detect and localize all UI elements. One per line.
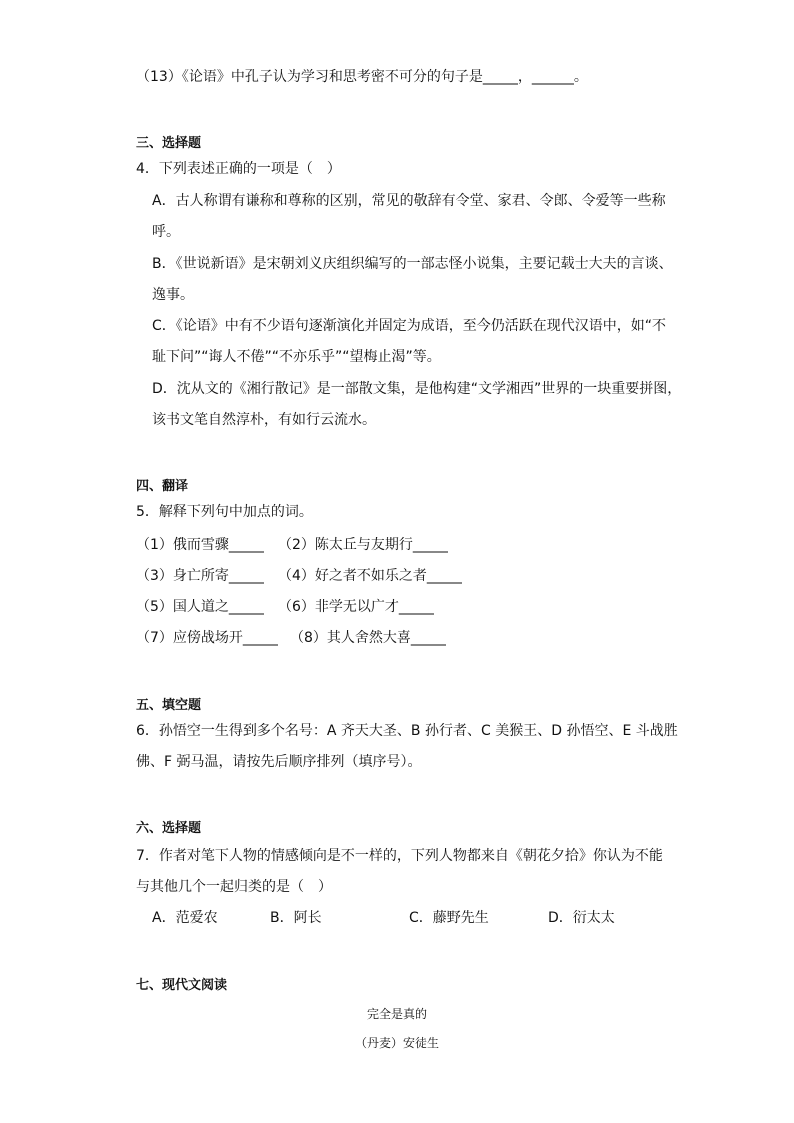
- section-5-heading: 五、填空题: [136, 698, 202, 713]
- option-b-line-1: B．《世说新语》是宋朝刘义庆组织编写的一部志怪小说集，主要记载士大夫的言谈、: [152, 256, 673, 272]
- option-d-line-1: D．沈从文的《湘行散记》是一部散文集，是他构建“文学湘西”世界的一块重要拼图，: [152, 381, 682, 397]
- article-author: （丹麦）安徒生: [354, 1036, 439, 1050]
- section-4-heading: 四、翻译: [136, 479, 189, 494]
- translate-item-4: （4）好之者不如乐之者_____: [278, 568, 462, 584]
- option-c-line-1: C．《论语》中有不少语句逐渐演化并固定为成语，至今仍活跃在现代汉语中，如“不: [152, 318, 667, 334]
- option-c-line-2: 耻下问”“诲人不倦”“不亦乐乎”“望梅止渴”等。: [152, 349, 441, 365]
- option-b-line-2: 逸事。: [152, 287, 194, 303]
- question-7-line-2: 与其他几个一起归类的是（ ）: [136, 879, 332, 895]
- translate-item-5: （5）国人道之_____: [136, 599, 264, 615]
- option-a-line-2: 呼。: [152, 224, 180, 240]
- question-4: 4．下列表述正确的一项是（ ）: [136, 161, 341, 177]
- translate-item-8: （8）其人舍然大喜_____: [290, 630, 446, 646]
- question-7-option-b: B．阿长: [270, 910, 322, 926]
- question-7-line-1: 7．作者对笔下人物的情感倾向是不一样的，下列人物都来自《朝花夕拾》你认为不能: [136, 848, 663, 864]
- article-title: 完全是真的: [366, 1007, 427, 1021]
- translate-item-2: （2）陈太丘与友期行_____: [278, 537, 448, 553]
- translate-item-6: （6）非学无以广才_____: [278, 599, 434, 615]
- question-6-line-2: 佛、F 弼马温，请按先后顺序排列（填序号）。: [136, 754, 422, 770]
- question-13: （13）《论语》中孔子认为学习和思考密不可分的句子是_____，______。: [136, 69, 588, 85]
- translate-item-1: （1）俄而雪骤_____: [136, 537, 264, 553]
- question-6-line-1: 6．孙悟空一生得到多个名号：A 齐天大圣、B 孙行者、C 美猴王、D 孙悟空、E 斗战胜: [136, 723, 678, 739]
- question-7-option-a: A．范爱农: [152, 910, 218, 926]
- question-7-option-c: C．藤野先生: [409, 910, 489, 926]
- translate-item-7: （7）应傍战场开_____: [136, 630, 278, 646]
- option-a-line-1: A．古人称谓有谦称和尊称的区别，常见的敬辞有令堂、家君、令郎、令爱等一些称: [152, 193, 666, 209]
- translate-item-3: （3）身亡所寄_____: [136, 568, 264, 584]
- section-3-heading: 三、选择题: [136, 136, 202, 151]
- section-7-heading: 七、现代文阅读: [136, 978, 228, 993]
- section-6-heading: 六、选择题: [136, 821, 202, 836]
- question-5: 5．解释下列句中加点的词。: [136, 504, 313, 520]
- option-d-line-2: 该书文笔自然淳朴，有如行云流水。: [152, 412, 376, 428]
- question-7-option-d: D．衍太太: [548, 910, 615, 926]
